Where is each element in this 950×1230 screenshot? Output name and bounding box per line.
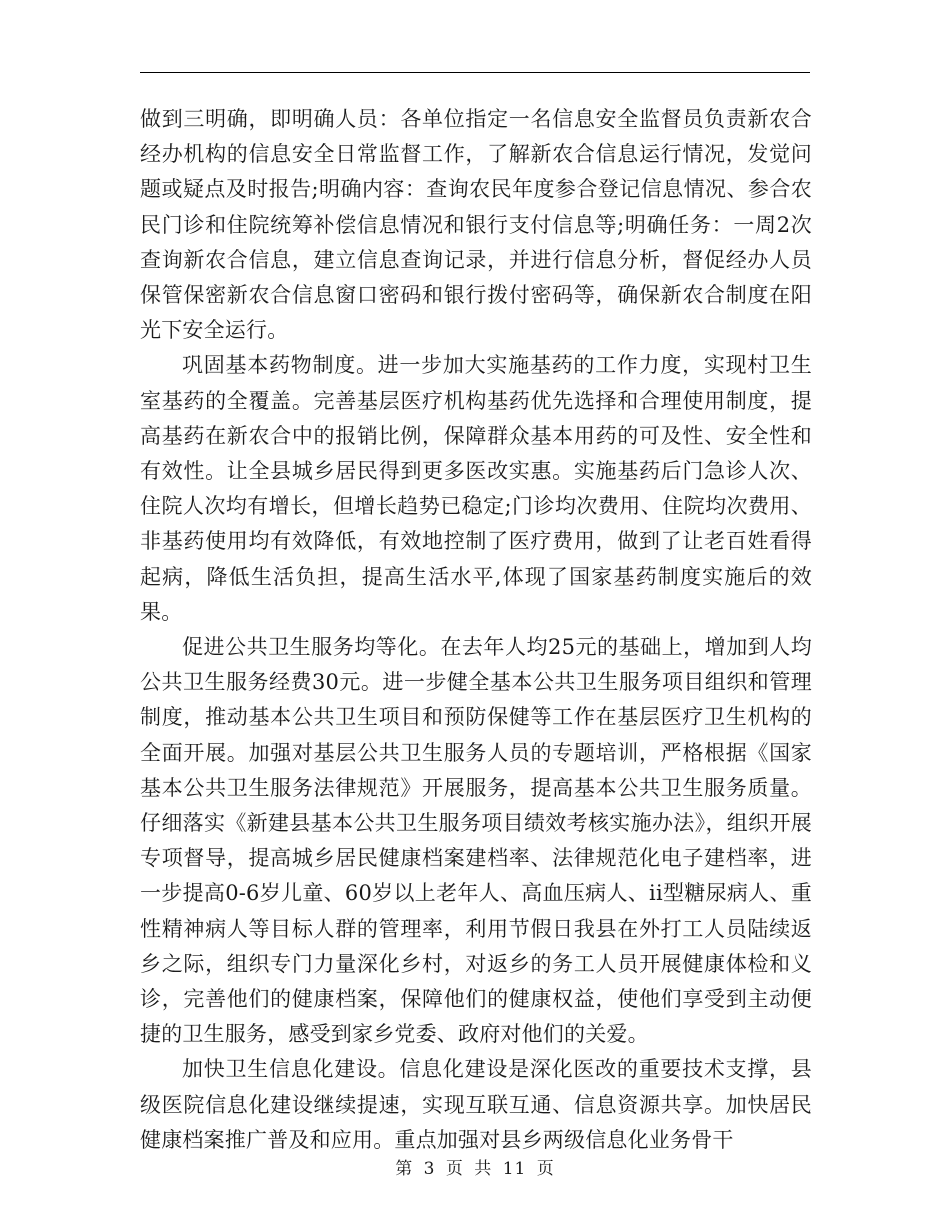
header-rule	[140, 72, 810, 73]
footer-page-word: 页	[445, 1159, 464, 1179]
footer-prefix: 第	[395, 1159, 414, 1179]
footer-page-number: 3	[423, 1159, 436, 1179]
footer-suffix: 页	[536, 1159, 555, 1179]
footer-total-pages: 11	[502, 1159, 527, 1179]
paragraph-continuation: 做到三明确，即明确人员：各单位指定一名信息安全监督员负责新农合经办机构的信息安全日常监督工作，了解新农合信息运行情况，发觉问题或疑点及时报告;明确内容：查询农民年度参合登记信息情况、参合农民门诊和住院统筹补偿信息情况和银行支付信息等;明确任务：一周2次查询新农合信息，建立信息查询记录，并进行信息分析，督促经办人员保管保密新农合信息窗口密码和银行拨付密码等，确保新农合制度在阳光下安全运行。	[140, 107, 812, 343]
paragraph-informatization: 加快卫生信息化建设。信息化建设是深化医改的重要技术支撑，县级医院信息化建设继续提速，实现互联互通、信息资源共享。加快居民健康档案推广普及和应用。重点加强对县乡两级信息化业务骨干	[140, 1057, 812, 1152]
paragraph-essential-drugs: 巩固基本药物制度。进一步加大实施基药的工作力度，实现村卫生室基药的全覆盖。完善基层医疗机构基药优先选择和合理使用制度，提高基药在新农合中的报销比例，保障群众基本用药的可及性、安全性和有效性。让全县城乡居民得到更多医改实惠。实施基药后门急诊人次、住院人次均有增长，但增长趋势已稳定;门诊均次费用、住院均次费用、非基药使用均有效降低，有效地控制了医疗费用，做到了让老百姓看得起病，降低生活负担，提高生活水平,体现了国家基药制度实施后的效果。	[140, 353, 812, 624]
page-footer	[0, 1154, 950, 1179]
document-body	[140, 102, 812, 1158]
paragraph-public-health: 促进公共卫生服务均等化。在去年人均25元的基础上，增加到人均公共卫生服务经费30元。进一步健全基本公共卫生服务项目组织和管理制度，推动基本公共卫生项目和预防保健等工作在基层医疗卫生机构的全面开展。加强对基层公共卫生服务人员的专题培训，严格根据《国家基本公共卫生服务法律规范》开展服务，提高基本公共卫生服务质量。仔细落实《新建县基本公共卫生服务项目绩效考核实施办法》，组织开展专项督导，提高城乡居民健康档案建档率、法律规范化电子建档率，进一步提高0-6岁儿童、60岁以上老年人、高血压病人、ii型糖尿病人、重性精神病人等目标人群的管理率，利用节假日我县在外打工人员陆续返乡之际，组织专门力量深化乡村，对返乡的务工人员开展健康体检和义诊，完善他们的健康档案，保障他们的健康权益，使他们享受到主动便捷的卫生服务，感受到家乡党委、政府对他们的关爱。	[140, 635, 812, 1047]
footer-total-word: 共	[474, 1159, 493, 1179]
